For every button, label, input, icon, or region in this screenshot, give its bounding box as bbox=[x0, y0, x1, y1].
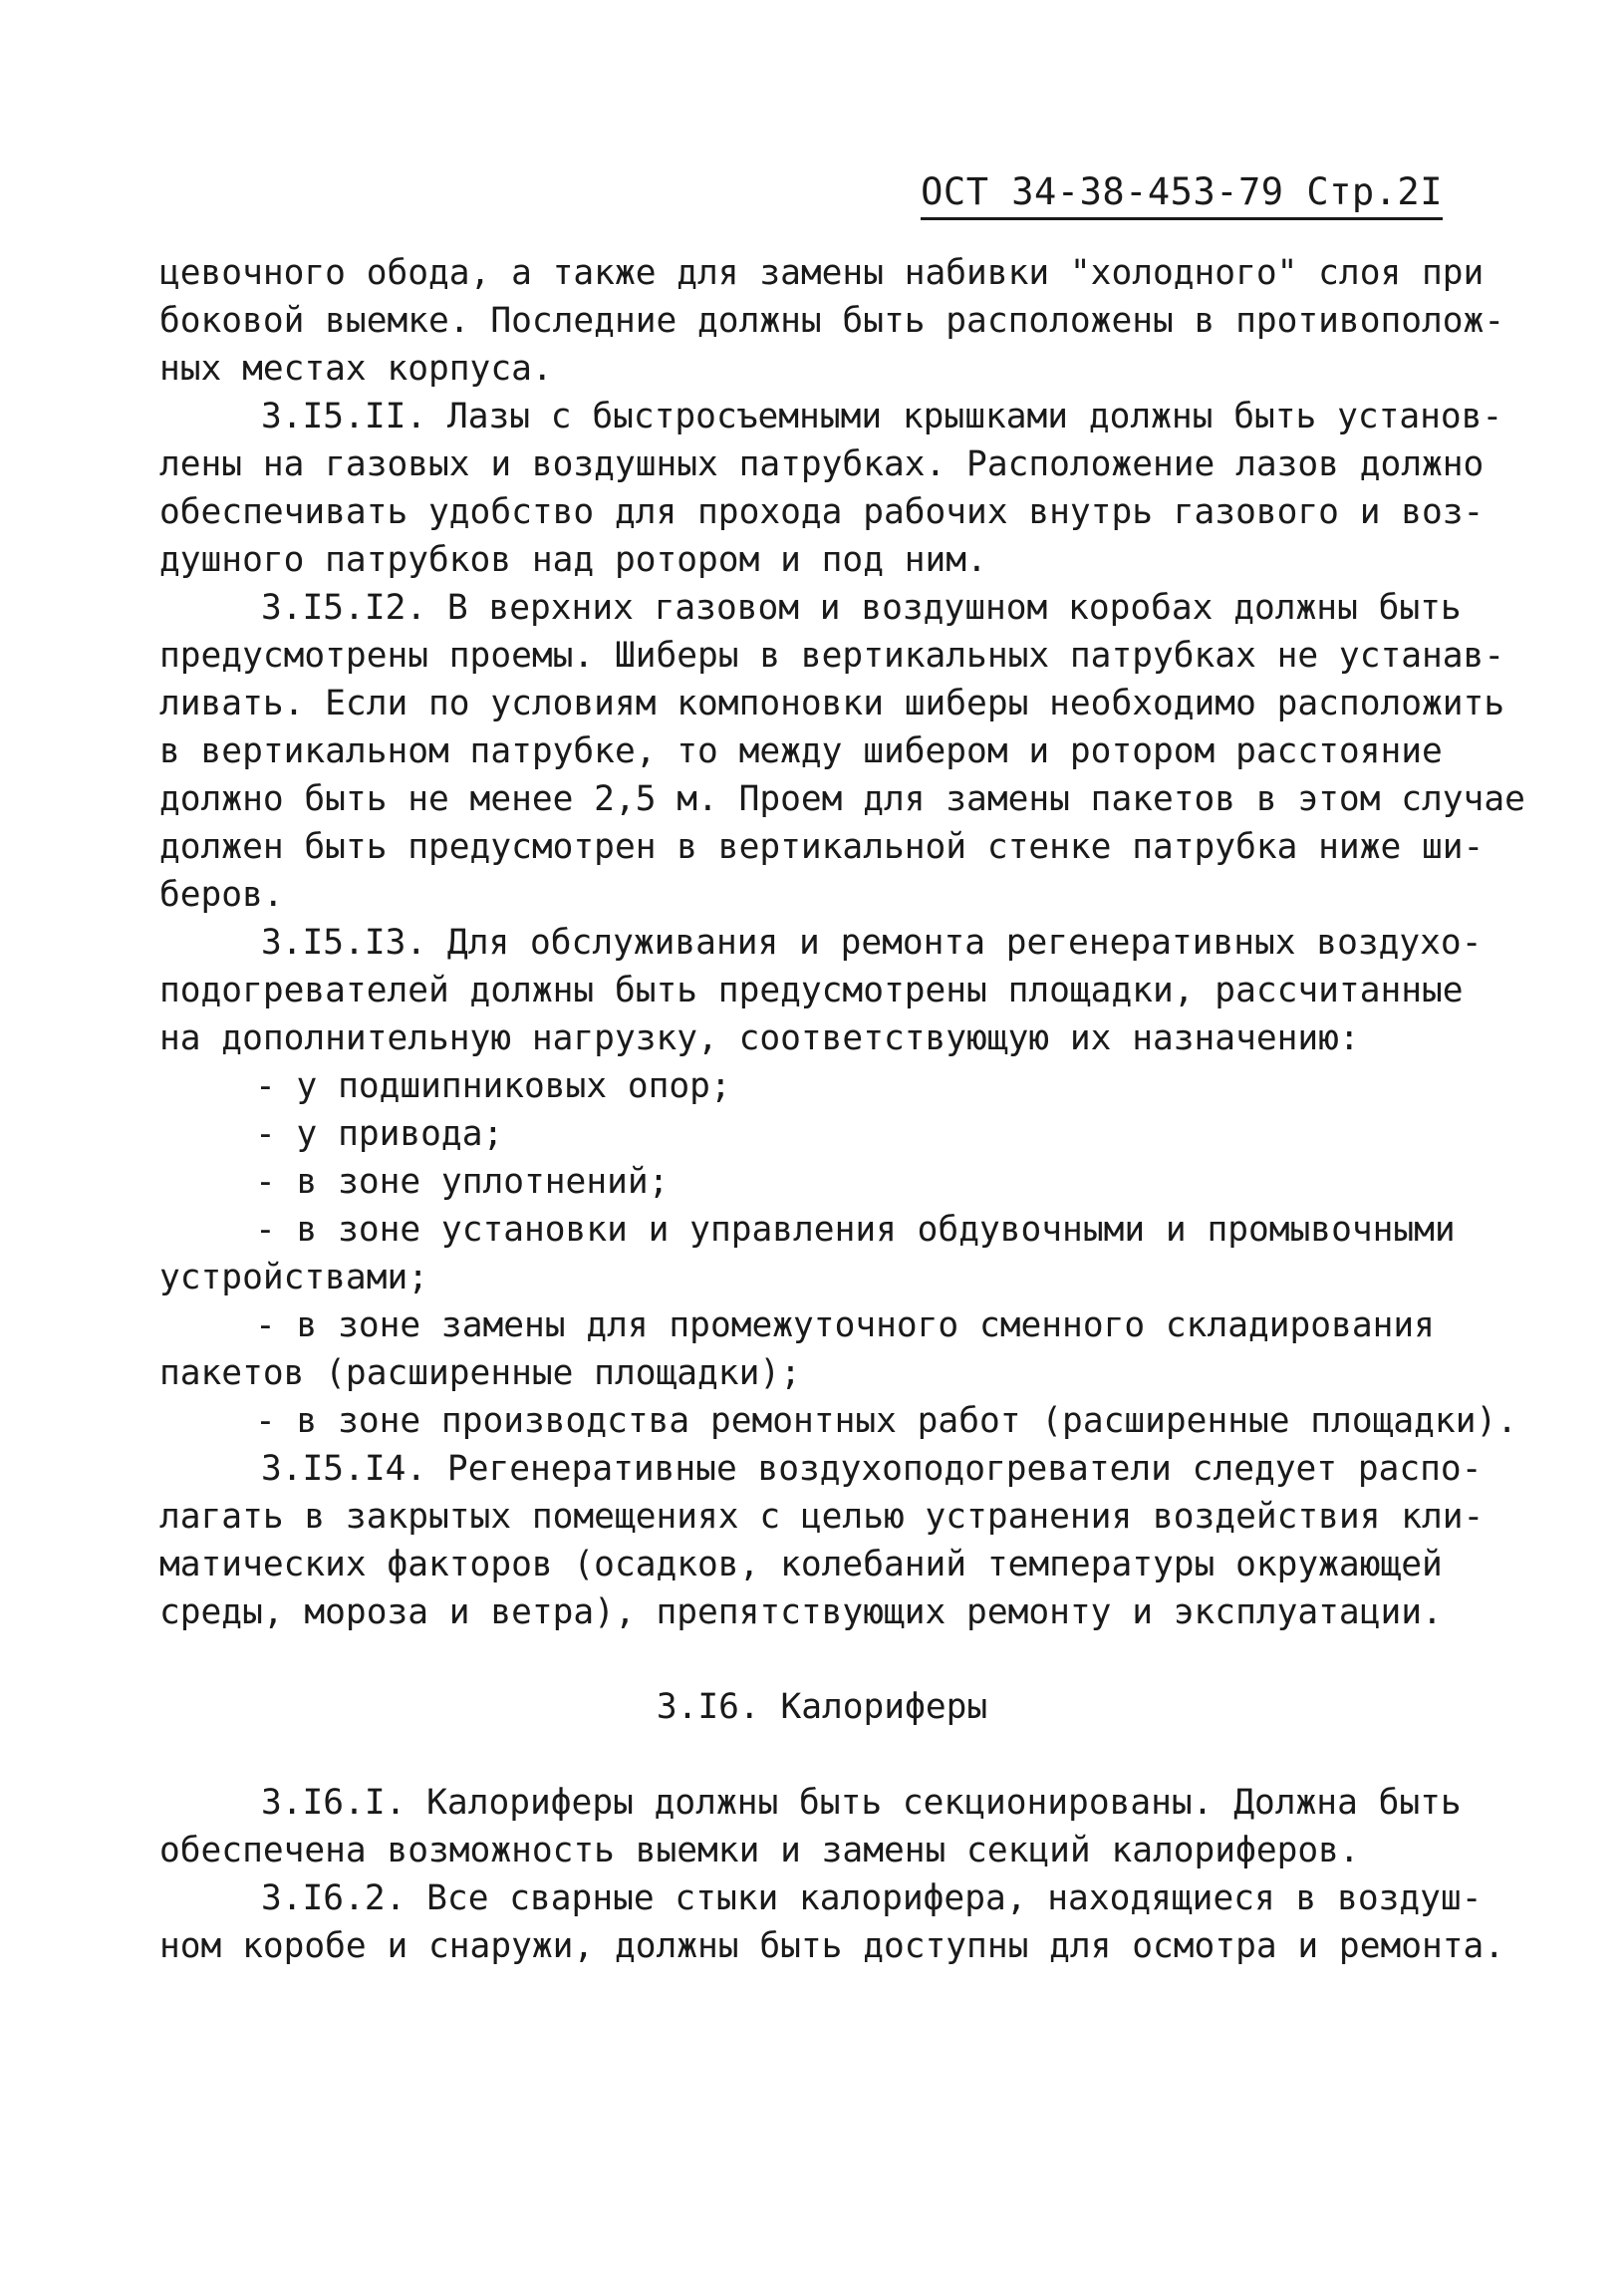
text-line: цевочного обода, а также для замены набивки "холодного" слоя при bbox=[159, 253, 1485, 293]
text-line: предусмотрены проемы. Шиберы в вертикальных патрубках не устанав- bbox=[159, 636, 1505, 676]
list-item: - в зоне производства ремонтных работ (расширенные площадки). bbox=[255, 1401, 1518, 1441]
text-line: подогревателей должны быть предусмотрены площадки, рассчитанные bbox=[159, 971, 1464, 1010]
text-line: матических факторов (осадков, колебаний температуры окружающей bbox=[159, 1545, 1443, 1584]
list-item: - у привода; bbox=[255, 1114, 504, 1154]
text-line: среды, мороза и ветра), препятствующих ремонту и эксплуатации. bbox=[159, 1592, 1443, 1632]
list-item-continuation: пакетов (расширенные площадки); bbox=[159, 1353, 801, 1393]
list-item-continuation: устройствами; bbox=[159, 1258, 429, 1297]
text-line: должно быть не менее 2,5 м. Проем для замены пакетов в этом случае bbox=[159, 779, 1525, 819]
text-line: обеспечивать удобство для прохода рабочих внутрь газового и воз- bbox=[159, 492, 1485, 532]
text-line: должен быть предусмотрен в вертикальной стенке патрубка ниже ши- bbox=[159, 827, 1485, 867]
paragraph-3-15-13-start: 3.I5.I3. Для обслуживания и ремонта регенеративных воздухо- bbox=[261, 923, 1483, 963]
text-line: обеспечена возможность выемки и замены секций калориферов. bbox=[159, 1831, 1360, 1870]
document-header: ОСТ 34-38-453-79 Стр.2I bbox=[921, 169, 1443, 220]
section-title: 3.I6. Калориферы bbox=[656, 1687, 988, 1727]
text-line: лагать в закрытых помещениях с целью устранения воздействия кли- bbox=[159, 1497, 1485, 1537]
text-line: ных местах корпуса. bbox=[159, 349, 553, 389]
paragraph-3-15-11-start: 3.I5.II. Лазы с быстросъемными крышками должны быть установ- bbox=[261, 397, 1503, 436]
text-line: боковой выемке. Последние должны быть расположены в противополож- bbox=[159, 301, 1505, 341]
document-body bbox=[159, 249, 1525, 1970]
list-item: - в зоне замены для промежуточного сменного складирования bbox=[255, 1305, 1435, 1345]
text-line: в вертикальном патрубке, то между шибером и ротором расстояние bbox=[159, 731, 1443, 771]
text-line: ном коробе и снаружи, должны быть доступны для осмотра и ремонта. bbox=[159, 1926, 1505, 1966]
text-line: душного патрубков над ротором и под ним. bbox=[159, 540, 987, 580]
text-line: беров. bbox=[159, 875, 284, 915]
text-line: лены на газовых и воздушных патрубках. Расположение лазов должно bbox=[159, 444, 1485, 484]
paragraph-3-15-12-start: 3.I5.I2. В верхних газовом и воздушном коробах должны быть bbox=[261, 588, 1462, 628]
list-item: - у подшипниковых опор; bbox=[255, 1066, 731, 1106]
list-item: - в зоне установки и управления обдувочными и промывочными bbox=[255, 1210, 1456, 1250]
list-item: - в зоне уплотнений; bbox=[255, 1162, 670, 1202]
paragraph-3-16-1-start: 3.I6.I. Калориферы должны быть секционированы. Должна быть bbox=[261, 1783, 1462, 1823]
text-line: на дополнительную нагрузку, соответствующую их назначению: bbox=[159, 1018, 1360, 1058]
text-line: ливать. Если по условиям компоновки шиберы необходимо расположить bbox=[159, 684, 1505, 723]
paragraph-3-16-2-start: 3.I6.2. Все сварные стыки калорифера, находящиеся в воздуш- bbox=[261, 1878, 1483, 1918]
paragraph-3-15-14-start: 3.I5.I4. Регенеративные воздухоподогреватели следует распо- bbox=[261, 1449, 1483, 1489]
